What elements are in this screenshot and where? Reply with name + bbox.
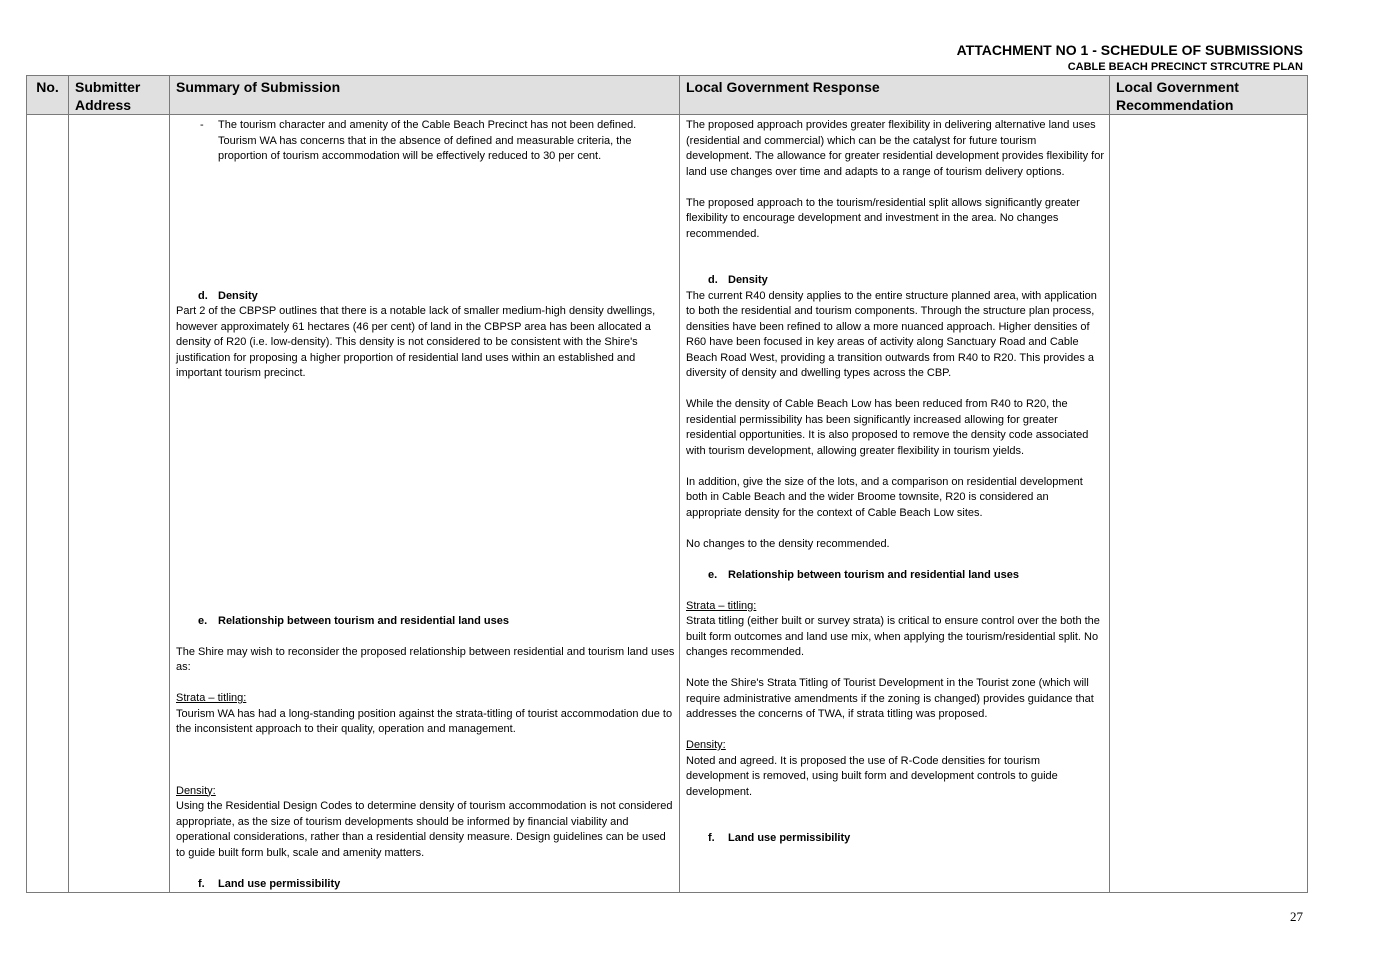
- header-response: Local Government Response: [680, 76, 1110, 115]
- response-strata-text: Strata titling (either built or survey strata) is critical to ensure control over the both the built form outcomes and land use mix, when applying the tourism/residential split. No changes recommended.: [686, 615, 1100, 658]
- table-header-row: [27, 76, 1308, 115]
- summary-bullet: [176, 118, 675, 165]
- response-density-heading: Density:: [686, 739, 726, 751]
- summary-section-d-heading: d. Density: [198, 289, 258, 302]
- page-number: 27: [1290, 909, 1303, 924]
- response-density-p3: In addition, give the size of the lots, and a comparison on residential development both in Cable Beach and the wider Broome townsite, R20 is considered an appropriate density for the context of Cable Beach Low sites.: [686, 475, 1083, 519]
- document-title: ATTACHMENT NO 1 - SCHEDULE OF SUBMISSIONS: [956, 42, 1303, 58]
- response-strata-note: Note the Shire's Strata Titling of Tourist Development in the Tourist zone (which will require administrative amendments if the zoning is changed) provides guidance that addresses the concerns of TWA, if strata titling was proposed.: [686, 677, 1094, 720]
- header-no: No.: [27, 76, 69, 115]
- summary-density-heading: Density:: [176, 784, 216, 797]
- cell-summary: [170, 115, 680, 893]
- response-density-p2: While the density of Cable Beach Low has been reduced from R40 to R20, the residential permissibility has been significantly increased allowing for greater residential opportunities. It is also proposed to remove the density code associated with tourism development, allowing greater flexibility in tourism yields.: [686, 398, 1089, 457]
- summary-relationship-intro: The Shire may wish to reconsider the proposed relationship between residential and tourism land uses as:: [176, 645, 675, 673]
- bullet-dash: -: [200, 119, 204, 131]
- response-density-text: Noted and agreed. It is proposed the use of R-Code densities for tourism development is removed, using built form and development controls to guide development.: [686, 754, 1058, 798]
- summary-strata-text: Tourism WA has had a long-standing position against the strata-titling of tourist accommodation due to the inconsistent approach to their quality, operation and management.: [176, 707, 673, 735]
- cell-no: [27, 115, 69, 893]
- response-density-p1: The current R40 density applies to the entire structure planned area, with application to both the residential and tourism components. Through the structure plan process, densities have been refined to allow a more nuanced approach. Higher densities of R60 have been focused in key areas of activity along Sanctuary Road and Cable Beach Road West, providing a transition outwards from R40 to R20. This provides a diversity of density and dwelling types across the CBP.: [686, 289, 1097, 379]
- summary-density-design-text: Using the Residential Design Codes to determine density of tourism accommodation is not considered appropriate, as the size of tourism developments should be informed by financial viability and operational considerations, rather than a residential density measure. Design guidelines can be used to guide built form bulk, scale and amenity matters.: [176, 800, 673, 859]
- cell-recommendation: [1110, 115, 1308, 893]
- response-strata-heading: Strata – titling:: [686, 599, 757, 612]
- document-subtitle: CABLE BEACH PRECINCT STRCUTRE PLAN: [1067, 61, 1303, 73]
- header-recommendation: Local Government Recommendation: [1110, 76, 1308, 115]
- response-paragraph-2: The proposed approach to the tourism/residential split allows significantly greater flexibility to encourage development and investment in the area. No changes recommended.: [686, 196, 1080, 240]
- submissions-table: [26, 75, 1308, 893]
- response-section-e-heading: e. Relationship between tourism and residential land uses: [708, 568, 1019, 581]
- header-submitter-address: Submitter Address: [69, 76, 170, 115]
- header-summary: Summary of Submission: [170, 76, 680, 115]
- summary-bullet-text: The tourism character and amenity of the Cable Beach Precinct has not been defined. Tourism WA has concerns that in the absence of defined and measurable criteria, the proportion of tourism accommodation will be effectively reduced to 30 per cent.: [218, 119, 637, 162]
- cell-submitter: [69, 115, 170, 893]
- response-section-f-heading: f. Land use permissibility: [708, 832, 851, 844]
- table-row: [27, 115, 1308, 893]
- response-density-p4: No changes to the density recommended.: [686, 537, 890, 550]
- cell-response: [680, 115, 1110, 893]
- response-paragraph-1: The proposed approach provides greater flexibility in delivering alternative land uses (residential and commercial) which can be the catalyst for future tourism development. The allowance for greater residential development provides flexibility for land use changes over time and adapts to a range of tourism delivery options.: [686, 119, 1105, 178]
- summary-section-f-heading: f. Land use permissibility: [198, 877, 341, 890]
- summary-strata-heading: Strata – titling:: [176, 692, 247, 704]
- response-section-d-heading: d. Density: [708, 274, 768, 286]
- summary-section-e-heading: e. Relationship between tourism and residential land uses: [198, 614, 509, 627]
- summary-density-text: Part 2 of the CBPSP outlines that there is a notable lack of smaller medium-high density dwellings, however approximately 61 hectares (46 per cent) of land in the CBPSP area has been allocated a density of R20 (i.e. low-density). This density is not considered to be consistent with the Shire's justification for proposing a higher proportion of residential land uses within an established and important tourism precinct.: [176, 305, 656, 379]
